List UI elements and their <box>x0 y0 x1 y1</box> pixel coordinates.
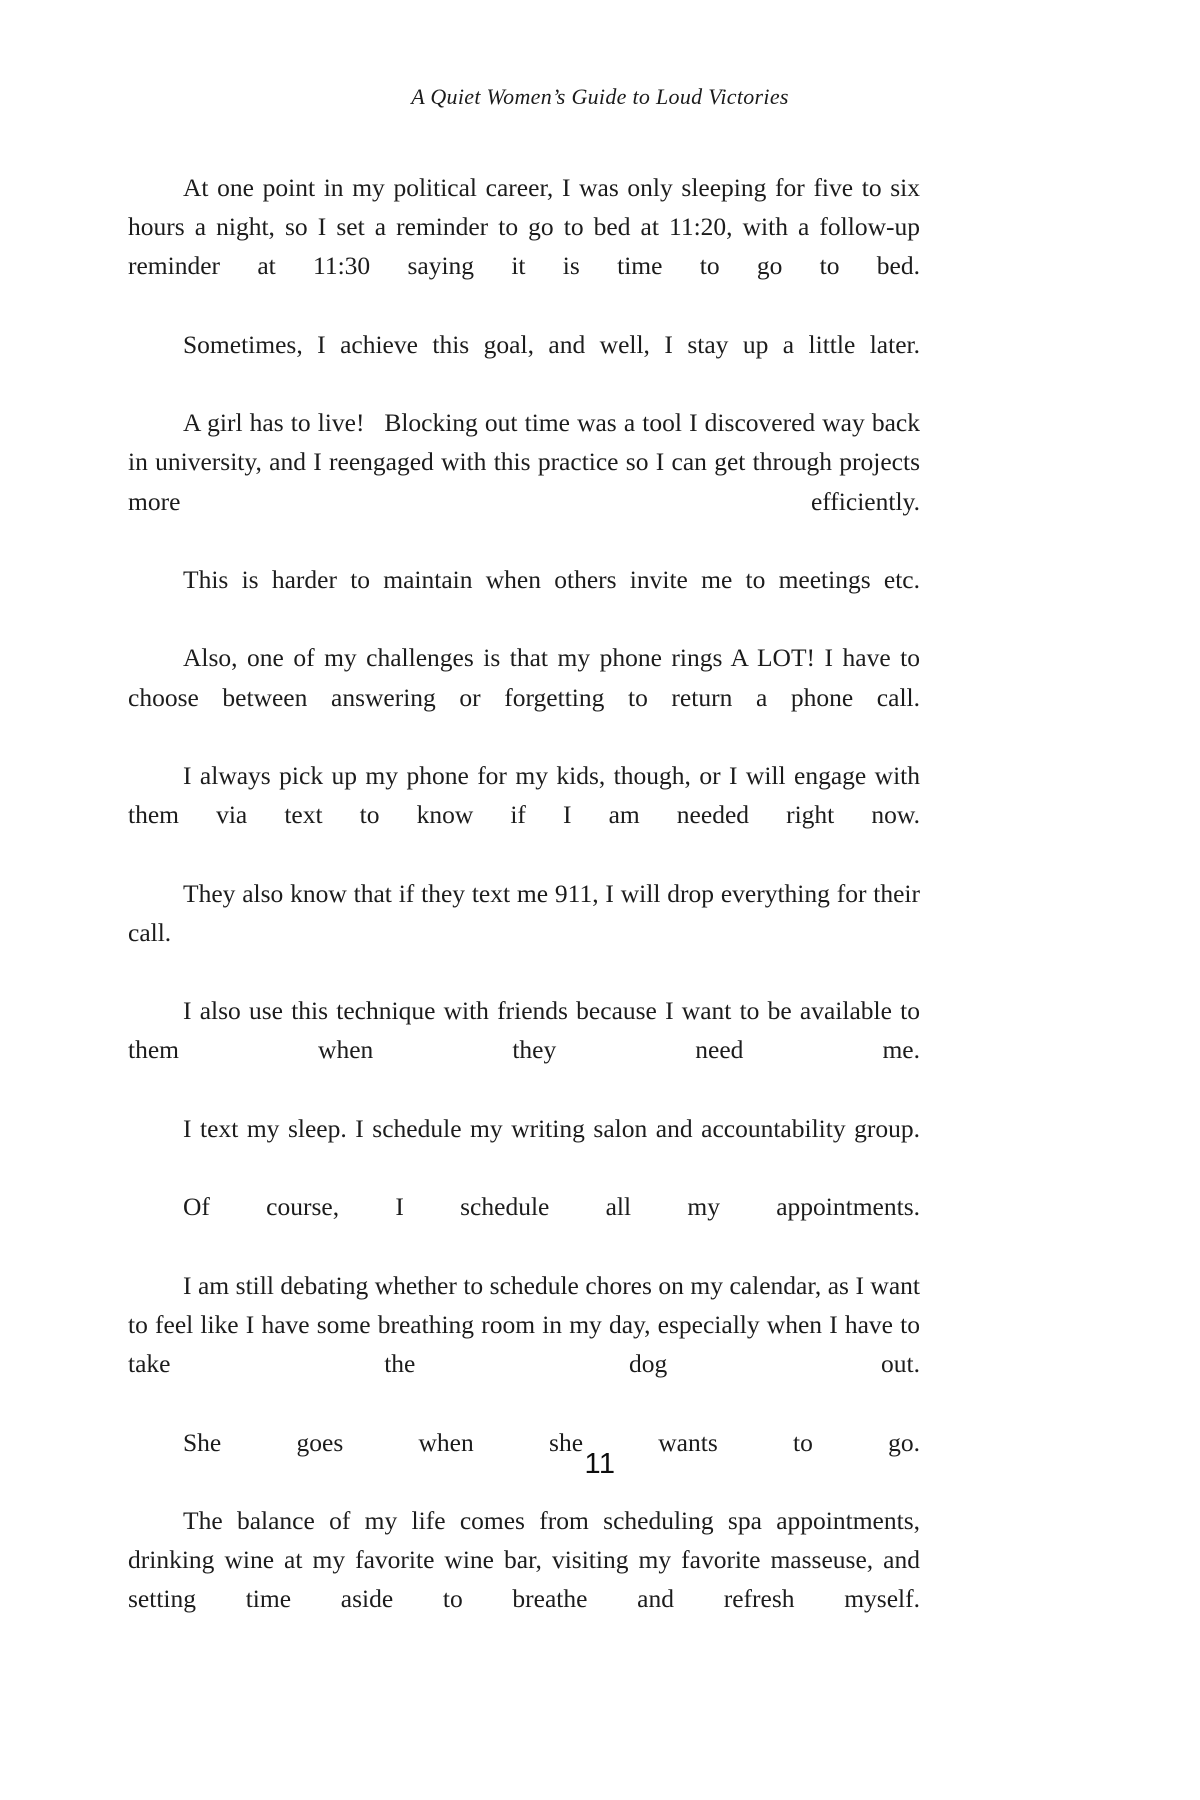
paragraph: I text my sleep. I schedule my writing salon and accountability group. <box>183 1113 920 1143</box>
paragraph: This is harder to maintain when others invite me to meetings etc. <box>183 565 920 595</box>
paragraph: I always pick up my phone for my kids, though, or I will engage with them via text to know if I am needed right now. <box>128 761 920 830</box>
page-number: 11 <box>584 1448 616 1480</box>
paragraph: She goes when she wants to go. <box>183 1427 920 1457</box>
paragraph: Sometimes, I achieve this goal, and well, I stay up a little later. <box>183 329 920 359</box>
running-head: A Quiet Women’s Guide to Loud Victories <box>411 84 789 109</box>
paragraph: Of course, I schedule all my appointments. <box>183 1192 920 1222</box>
paragraph: I am still debating whether to schedule chores on my calendar, as I want to feel like I have some breathing room in my day, especially when I have to take the dog out. <box>128 1270 920 1379</box>
paragraph: I also use this technique with friends because I want to be available to them when they need me. <box>128 996 920 1065</box>
paragraph: A girl has to live! Blocking out time was a tool I discovered way back in university, and I reengaged with this practice so I can get through projects more efficiently. <box>128 408 920 516</box>
body-text-column <box>128 168 920 1658</box>
paragraph: The balance of my life comes from scheduling spa appointments, drinking wine at my favorite wine bar, visiting my favorite masseuse, and setting time aside to breathe and refresh myself. <box>128 1505 920 1614</box>
paragraph: Also, one of my challenges is that my phone rings A LOT! I have to choose between answering or forgetting to return a phone call. <box>128 643 920 712</box>
paragraph: They also know that if they text me 911, I will drop everything for their call. <box>128 878 920 947</box>
paragraph: At one point in my political career, I was only sleeping for five to six hours a night, so I set a reminder to go to bed at 11:20, with a follow-up reminder at 11:30 saying it is time to go to bed. <box>128 173 920 281</box>
